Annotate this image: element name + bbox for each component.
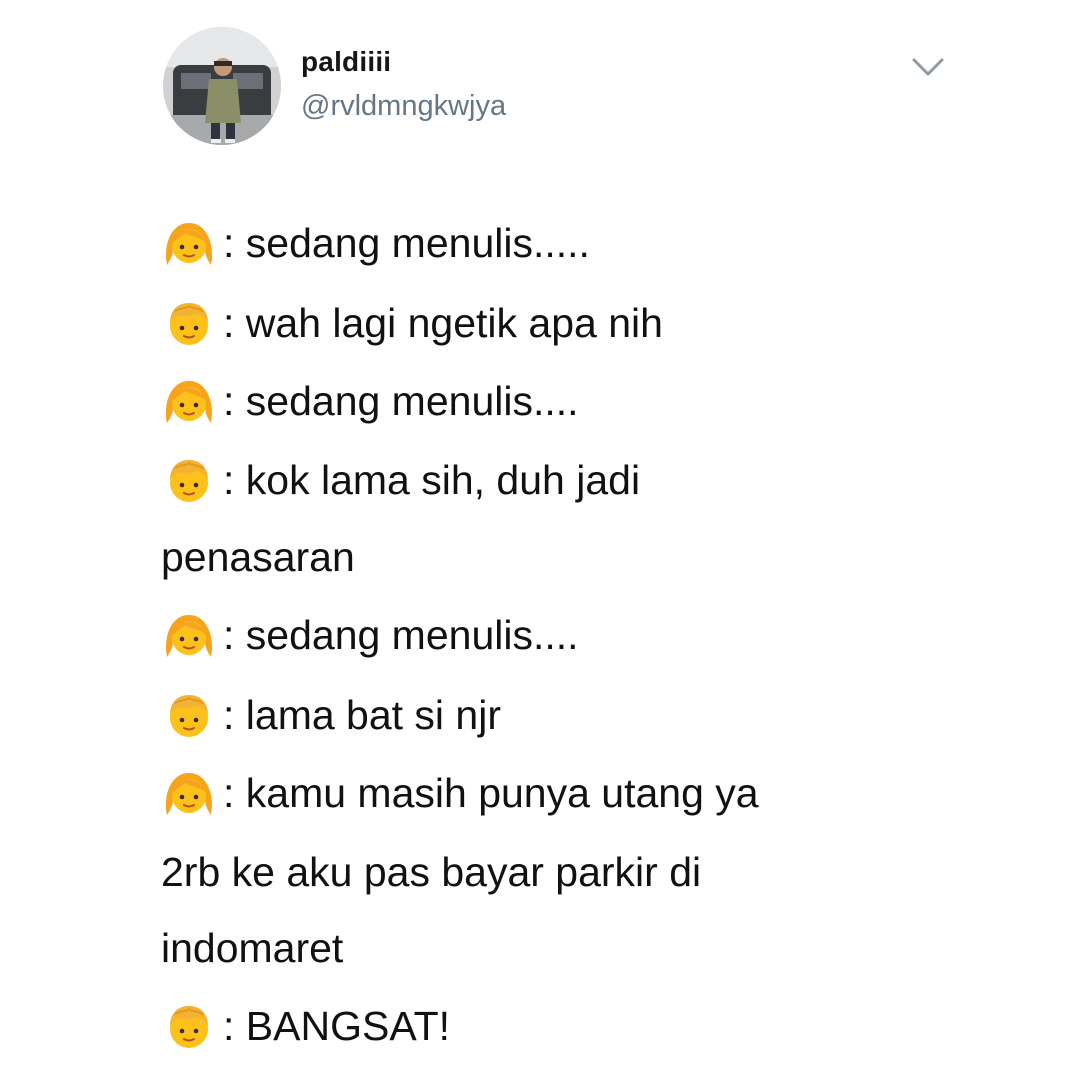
girl-emoji-icon [161, 373, 217, 429]
boy-emoji-icon [161, 998, 217, 1054]
tweet-line [161, 295, 663, 351]
girl-emoji-icon [161, 765, 217, 821]
tweet-line [161, 452, 640, 508]
girl-emoji-icon [161, 215, 217, 271]
tweet-line-text: : sedang menulis.... [223, 612, 579, 658]
chevron-down-icon[interactable] [908, 52, 948, 82]
tweet-line [161, 920, 343, 976]
tweet-line-text: : sedang menulis.... [223, 378, 579, 424]
girl-emoji-icon [161, 607, 217, 663]
tweet-line [161, 687, 501, 743]
boy-emoji-icon [161, 687, 217, 743]
tweet-line [161, 215, 590, 271]
avatar[interactable] [163, 27, 281, 145]
user-handle[interactable]: @rvldmngkwjya [301, 90, 507, 122]
tweet-line [161, 529, 355, 585]
tweet-line-text: : lama bat si njr [223, 692, 501, 738]
tweet-line-text: 2rb ke aku pas bayar parkir di [161, 849, 702, 895]
display-name[interactable]: paldiiii [301, 46, 392, 77]
tweet-line-text: penasaran [161, 534, 355, 580]
tweet-line-text: : sedang menulis..... [223, 220, 590, 266]
tweet-line-text: : kok lama sih, duh jadi [223, 457, 641, 503]
tweet-header [0, 0, 1080, 160]
tweet-line-text: : wah lagi ngetik apa nih [223, 300, 663, 346]
tweet-line [161, 765, 759, 821]
boy-emoji-icon [161, 452, 217, 508]
tweet-line-text: : kamu masih punya utang ya [223, 770, 759, 816]
tweet-line [161, 844, 701, 900]
tweet-line [161, 607, 579, 663]
tweet-line [161, 373, 579, 429]
tweet-line-text: : BANGSAT! [223, 1003, 451, 1049]
tweet-line-text: indomaret [161, 925, 344, 971]
tweet-line [161, 998, 450, 1054]
boy-emoji-icon [161, 295, 217, 351]
profile-photo [163, 27, 281, 145]
